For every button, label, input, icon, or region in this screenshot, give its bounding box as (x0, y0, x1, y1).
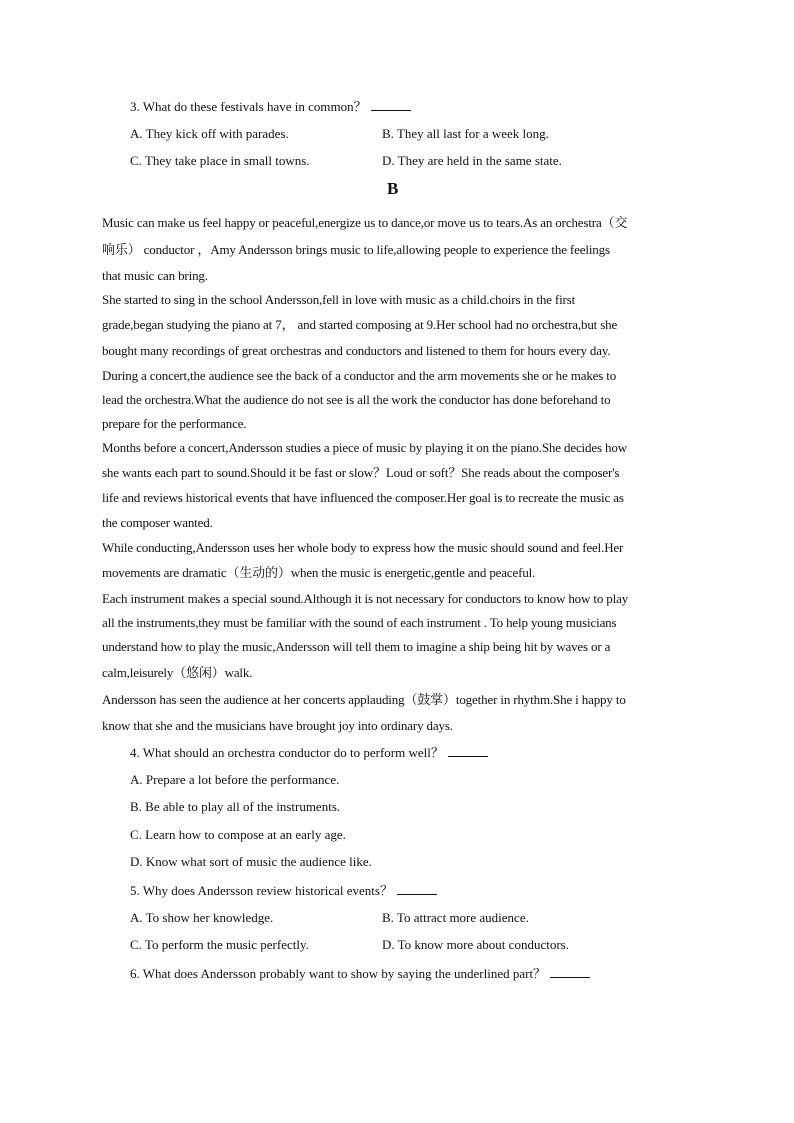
option-d: D. To know more about conductors. (382, 937, 569, 952)
passage-line: During a concert,the audience see the back of a conductor and the arm movements she or he makes to (102, 368, 617, 383)
option-d: D. Know what sort of music the audience like. (130, 854, 372, 869)
passage-line: lead the orchestra.What the audience do not see is all the work the conductor has done beforehand to (102, 392, 611, 407)
passage-line: know that she and the musicians have brought joy into ordinary days. (102, 718, 453, 733)
passage-line: bought many recordings of great orchestras and conductors and listened to them for hours every day. (102, 343, 611, 358)
answer-blank (397, 882, 437, 895)
answer-blank (448, 744, 488, 757)
option-a: A. They kick off with parades. (130, 126, 289, 141)
passage-line: Music can make us feel happy or peaceful,energize us to dance,or move us to tears.As an orchestra（交 (102, 215, 628, 230)
passage-line: grade,began studying the piano at 7， and started composing at 9.Her school had no orchestra,but she (102, 317, 618, 332)
passage-line: understand how to play the music,Andersson will tell them to imagine a ship being hit by waves or a (102, 639, 611, 654)
option-a: A. To show her knowledge. (130, 910, 274, 925)
question-5-text (130, 882, 437, 899)
passage-line: 响乐） conductor ，Amy Andersson brings music to life,allowing people to experience the feelings (102, 242, 610, 257)
section-heading: B (387, 179, 399, 198)
question-text: 3. What do these festivals have in common？ (130, 99, 367, 114)
option-b: B. They all last for a week long. (382, 126, 549, 141)
option-b: B. Be able to play all of the instruments. (130, 799, 341, 814)
passage-line: She started to sing in the school Andersson,fell in love with music as a child.choirs in the first (102, 292, 576, 307)
option-d: D. They are held in the same state. (382, 153, 562, 168)
question-3-text (130, 98, 411, 115)
option-c: C. Learn how to compose at an early age. (130, 827, 346, 842)
passage-line: While conducting,Andersson uses her whole body to express how the music should sound and feel.Her (102, 540, 624, 555)
option-b: B. To attract more audience. (382, 910, 529, 925)
answer-blank (371, 98, 411, 111)
passage-line: Each instrument makes a special sound.Although it is not necessary for conductors to know how to play (102, 591, 629, 606)
question-text: 5. Why does Andersson review historical events？ (130, 883, 393, 898)
question-4-text (130, 744, 488, 761)
option-c: C. To perform the music perfectly. (130, 937, 309, 952)
answer-blank (550, 965, 590, 978)
passage-line: calm,leisurely（悠闲）walk. (102, 665, 253, 680)
passage-line: movements are dramatic（生动的）when the music is energetic,gentle and peaceful. (102, 565, 536, 580)
question-6-text (130, 965, 590, 982)
passage-line: that music can bring. (102, 268, 208, 283)
passage-line: the composer wanted. (102, 515, 213, 530)
passage-line: Andersson has seen the audience at her concerts applauding（鼓掌）together in rhythm.She i happy to (102, 692, 626, 707)
option-a: A. Prepare a lot before the performance. (130, 772, 340, 787)
passage-line: prepare for the performance. (102, 416, 247, 431)
passage-line: Months before a concert,Andersson studies a piece of music by playing it on the piano.She decides how (102, 440, 627, 455)
passage-line: life and reviews historical events that have influenced the composer.Her goal is to recreate the music as (102, 490, 624, 505)
passage-line: she wants each part to sound.Should it be fast or slow？Loud or soft？She reads about the composer's (102, 465, 620, 480)
question-text: 4. What should an orchestra conductor do to perform well？ (130, 745, 444, 760)
option-c: C. They take place in small towns. (130, 153, 310, 168)
passage-line: all the instruments,they must be familiar with the sound of each instrument . To help young musicians (102, 615, 617, 630)
question-text: 6. What does Andersson probably want to show by saying the underlined part？ (130, 966, 547, 981)
